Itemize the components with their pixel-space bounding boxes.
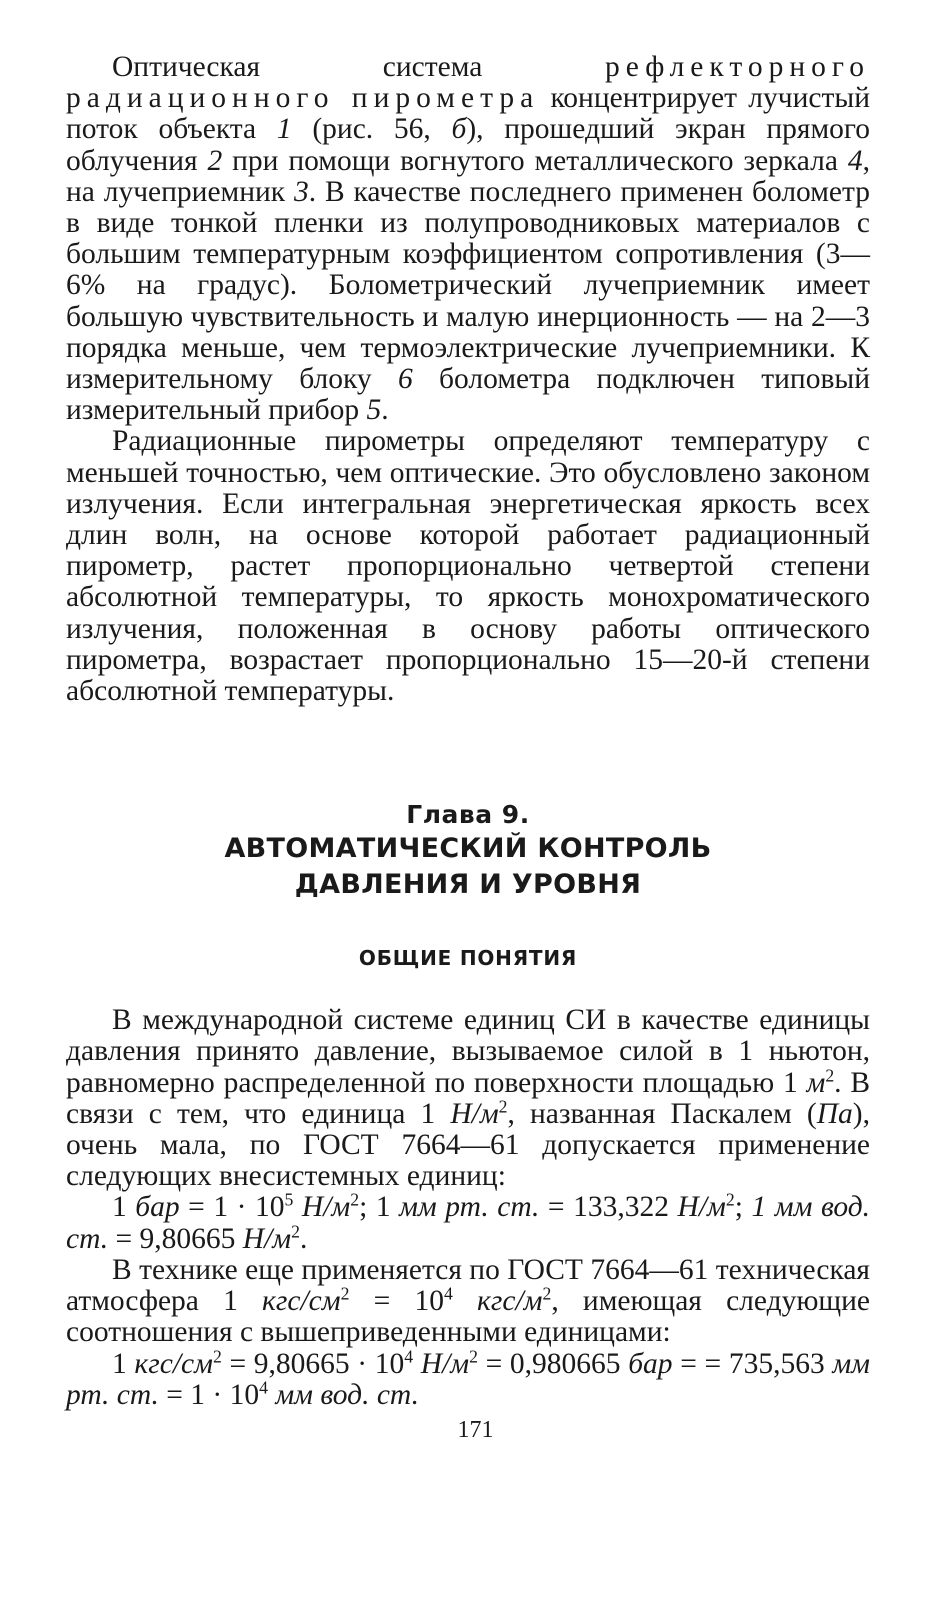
ref-number: 2 [207,144,223,177]
paragraph-unit-equations [66,1189,871,1255]
paragraph-reflector-pyrometer [66,52,870,426]
unit: Па [816,1097,853,1130]
text-run: В международной системе единиц СИ в качестве единицы давления принято давление, вызываемое силой в 1 ньютон, равномерно распределенной по поверхности площадью 1 [66,1004,870,1099]
section-title: ОБЩИЕ ПОНЯТИЯ [358,946,578,971]
text-run: . [299,1222,308,1255]
text-run: ; [734,1191,752,1224]
text-run: = 1 · 10 [158,1378,260,1411]
superscript: 2 [542,1283,552,1304]
text-run: = 1 · 10 [179,1191,285,1224]
unit: Н/м [677,1191,726,1224]
superscript: 4 [404,1345,414,1366]
unit: м [806,1066,826,1099]
page-number: 171 [457,1417,494,1443]
text-run [293,1191,302,1223]
superscript: 2 [469,1345,478,1366]
text-run: ; 1 [359,1191,400,1224]
chapter-heading [66,799,870,970]
ref-number: 1 [276,113,292,146]
unit: Н/м [450,1097,499,1130]
text-run: (рис. 56, [291,113,452,146]
text-run: концентрирует лучистый поток объекта [66,82,870,146]
unit: Н/м [242,1222,292,1255]
text-run: = 10 [349,1285,444,1318]
unit: бар [135,1191,180,1224]
text-run: , на лучеприемник [66,144,870,208]
text-run: Оптическая система [112,51,483,83]
unit: мм рт. ст. [66,1347,871,1411]
text-run: . [381,394,389,427]
text-run: ), очень мала, по ГОСТ 7664—61 допускается применение следующих внесистемных единиц: [66,1097,870,1193]
paragraph-si-units [66,1005,870,1192]
text-run: = 9,80665 · 10 [221,1347,405,1380]
text-run: , имеющая следующие соотношения с вышеприведенными единицами: [66,1285,870,1349]
text-run: 1 [112,1191,136,1224]
text-run: . В качестве последнего применен болометр в виде тонкой пленки из полупроводниковых материалов с большим температурным коэффициентом сопротивления (3—6% на градус). Болометрический лучеприемник имеет большую чувствительность и малую инерционность — на 2—3 порядка меньше, чем термоэлектрические лучеприемники. К измерительному блоку [66,175,870,396]
superscript: 2 [291,1221,300,1242]
text-run [413,1348,421,1380]
ref-number: 5 [366,394,382,427]
ref-number: 4 [847,144,863,177]
paragraph-radiation-pyrometers: Радиационные пирометры определяют температуру с меньшей точностью, чем оптические. Это обусловлено законом излучения. Если интегральная энергетическая яркость всех длин волн, на основе которой работает радиационный пирометр, растет пропорционально четвертой степени абсолютной температуры, то яркость монохроматического излучения, положенная в основу работы оптического пирометра, возрастает пропорционально 15—20-й степени абсолютной температуры. [66,425,870,708]
unit: кгс/м [477,1285,543,1318]
superscript: 4 [259,1377,268,1398]
page-content [66,52,870,1411]
superscript: 2 [340,1283,350,1304]
superscript: 2 [725,1189,735,1210]
text-run: 1 [112,1347,135,1380]
text-run: . В связи с тем, что единица 1 [66,1066,870,1130]
chapter-title-line-2: ДАВЛЕНИЯ И УРОВНЯ [294,869,642,901]
unit: кгс/см [262,1285,341,1318]
text-run: = = 735,563 [672,1347,833,1380]
text-run: , названная Паскалем ( [507,1097,817,1130]
unit: 1 мм вод. ст. [66,1191,871,1255]
chapter-label: Глава 9. [406,800,530,830]
superscript: 5 [284,1189,294,1210]
text-run: = 0,980665 [477,1347,629,1380]
unit: мм вод. ст. [275,1378,419,1411]
superscript: 2 [350,1189,360,1210]
text-run: = 133,322 [539,1191,678,1224]
superscript: 4 [443,1283,453,1304]
text-run: = 9,80665 [108,1222,243,1255]
unit: бар [628,1347,673,1380]
superscript: 2 [825,1065,835,1086]
ref-number: 6 [397,363,413,396]
unit: кгс/см [134,1347,213,1380]
paragraph-technical-atmosphere [66,1255,870,1349]
unit: Н/м [301,1191,351,1224]
text-run: В технике еще применяется по ГОСТ 7664—61 техническая атмосфера 1 [66,1253,870,1318]
superscript: 2 [212,1345,222,1366]
text-run: болометра подключен типовый измерительный прибор [66,363,870,427]
ref-number: 3 [294,175,309,208]
figure-letter: б [451,113,467,146]
chapter-title-line-1: АВТОМАТИЧЕСКИЙ КОНТРОЛЬ [224,833,712,865]
text-run [453,1285,477,1317]
paragraph-conversion-equation [66,1345,871,1411]
superscript: 2 [498,1096,508,1117]
spaced-term: рефлекторного радиационного пирометра [66,51,870,115]
text-run: при помощи вогнутого металлического зеркала [222,144,848,177]
unit: Н/м [420,1347,470,1380]
unit: мм рт. ст. [399,1191,540,1224]
text-run: ), прошедший экран прямого облучения [66,113,870,177]
